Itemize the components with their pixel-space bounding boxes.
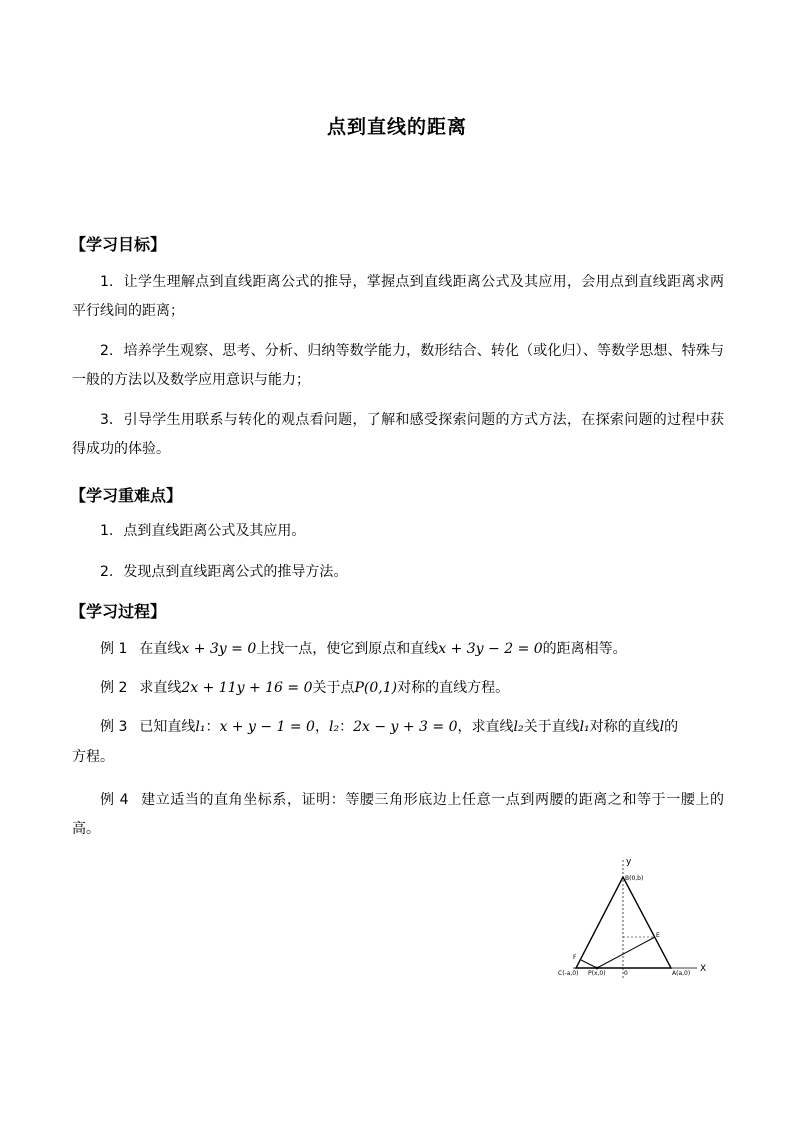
perpendicular-pf	[581, 960, 597, 968]
equation: l₂	[513, 719, 524, 735]
equation: x + 3y − 2 = 0	[438, 641, 543, 657]
objective-number: 3.	[100, 412, 114, 428]
point-p-label: P(x,0)	[588, 970, 606, 977]
example-text: 的距离相等。	[542, 641, 627, 657]
objective-text: 让学生理解点到直线距离公式的推导，掌握点到直线距离公式及其应用，会用点到直线距离求两平行线间的距离；	[72, 274, 724, 319]
example-1	[100, 638, 627, 658]
example-2	[100, 677, 509, 697]
example-text: 上找一点，使它到原点和直线	[256, 641, 439, 657]
y-axis-label: y	[626, 857, 632, 867]
section-heading-objectives: 【学习目标】	[70, 235, 167, 254]
key-point-text: 点到直线距离公式及其应用。	[123, 523, 306, 539]
point-c-label: C(-a,0)	[558, 970, 579, 977]
example-text: ：	[339, 719, 354, 735]
point-b-label: B(0,b)	[625, 875, 644, 882]
triangle-figure	[555, 855, 715, 985]
perpendicular-pe	[597, 937, 655, 968]
example-text: 对称的直线	[589, 719, 660, 735]
key-point-text: 发现点到直线距离公式的推导方法。	[123, 564, 348, 580]
page-title: 点到直线的距离	[326, 116, 467, 138]
example-text: ：	[205, 719, 220, 735]
key-point-item-1	[100, 520, 305, 540]
section-heading-process: 【学习过程】	[70, 602, 167, 621]
example-label: 例 1	[100, 641, 128, 657]
key-point-item-2	[100, 561, 347, 581]
objective-item-2	[72, 337, 724, 395]
example-3-continued: 方程。	[72, 749, 114, 765]
example-4	[72, 786, 724, 844]
objective-number: 1.	[100, 274, 114, 290]
objective-number: 2.	[100, 343, 114, 359]
equation: x + y − 1 = 0	[219, 719, 315, 735]
point-p-marker	[596, 967, 599, 970]
point-e-label: E	[656, 932, 660, 939]
example-text: 关于点	[312, 680, 355, 696]
key-point-number: 1.	[100, 523, 114, 539]
x-axis-label: X	[700, 964, 707, 974]
section-heading-key-points: 【学习重难点】	[70, 486, 183, 505]
example-text: 对称的直线方程。	[397, 680, 510, 696]
example-text: ，	[314, 719, 329, 735]
point-a-label: A(a,0)	[672, 970, 691, 977]
point-f-label: F	[573, 954, 577, 961]
triangle-diagram	[555, 855, 715, 985]
equation: l₁	[579, 719, 590, 735]
example-3	[100, 716, 678, 736]
example-text: 的	[664, 719, 679, 735]
equation: P(0,1)	[354, 680, 398, 696]
example-label: 例 4	[100, 792, 129, 808]
example-text: 建立适当的直角坐标系，证明：等腰三角形底边上任意一点到两腰的距离之和等于一腰上的高。	[72, 792, 724, 837]
objective-text: 培养学生观察、思考、分析、归纳等数学能力，数形结合、转化（或化归）、等数学思想、特殊与一般的方法以及数学应用意识与能力；	[72, 343, 724, 388]
objective-text: 引导学生用联系与转化的观点看问题，了解和感受探索问题的方式方法，在探索问题的过程中获得成功的体验。	[72, 412, 724, 457]
example-text: 关于直线	[523, 719, 580, 735]
objective-item-3	[72, 406, 724, 464]
equation: l	[659, 719, 665, 735]
example-label: 例 2	[100, 680, 128, 696]
example-text: 求直线	[139, 680, 182, 696]
equation: x + 3y = 0	[181, 641, 257, 657]
example-text: 在直线	[139, 641, 182, 657]
equation: l₂	[328, 719, 340, 735]
example-text: ，求直线	[457, 719, 514, 735]
objective-item-1	[72, 268, 724, 326]
origin-label: 0	[624, 970, 628, 977]
equation: 2x + 11y + 16 = 0	[181, 680, 313, 696]
equation: l₁	[195, 719, 206, 735]
key-point-number: 2.	[100, 564, 114, 580]
example-label: 例 3	[100, 719, 128, 735]
example-text: 已知直线	[139, 719, 196, 735]
equation: 2x − y + 3 = 0	[353, 719, 458, 735]
